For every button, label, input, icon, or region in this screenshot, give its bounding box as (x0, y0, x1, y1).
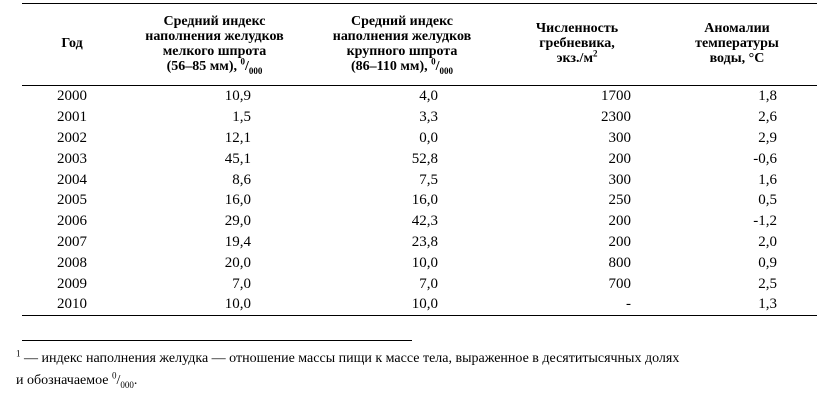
cell-small-index: 16,0 (224, 192, 251, 209)
footnote-marker: 1 (16, 348, 21, 359)
cell-small-index: 10,0 (122, 294, 307, 315)
cell-small-index: 45,1 (224, 150, 251, 167)
cell-large-index: 7,0 (419, 275, 438, 292)
cell-comb-count: 1700 (601, 88, 631, 105)
table-body (22, 86, 817, 316)
cell-comb-count: 200 (608, 213, 631, 230)
cell-year: 2008 (57, 254, 87, 271)
cell-small-index: 1,5 (232, 109, 251, 126)
cell-large-index: 16,0 (411, 192, 438, 209)
cell-temp-anomaly: 2,9 (758, 129, 777, 146)
header-small-sprat-index: Средний индекс наполнения желудков мелкого шпрота (56–85 мм), $^0/_{000}$ (122, 4, 307, 86)
cell-small-index: 12,1 (224, 129, 251, 146)
cell-comb-count: 700 (608, 275, 631, 292)
cell-comb-count: 300 (608, 171, 631, 188)
cell-large-index: 3,3 (419, 109, 438, 126)
cell-temp-anomaly: 1,8 (758, 88, 777, 105)
cell-temp-anomaly: 0,5 (758, 192, 777, 209)
header-year: Год (22, 4, 122, 86)
cell-comb-count: 800 (608, 254, 631, 271)
table-row (22, 252, 817, 273)
header-large-sprat-index: Средний индекс наполнения желудков крупного шпрота (86–110 мм), $^0/_{000}$ (307, 4, 497, 86)
cell-comb-count: 2300 (601, 109, 631, 126)
footnote: $^1$ — индекс наполнения желудка — отношение массы пищи к массе тела, выраженное в десятитысячных долях и обозначаемое $^0/_{000}$. (16, 348, 680, 390)
table-row (22, 294, 817, 315)
cell-small-index: 29,0 (224, 213, 251, 230)
cell-comb-count: 200 (608, 150, 631, 167)
cell-temp-anomaly: -1,2 (753, 213, 777, 230)
cell-comb-count: 250 (608, 192, 631, 209)
table-row (22, 232, 817, 253)
cell-large-index: 10,0 (411, 254, 438, 271)
cell-small-index: 20,0 (224, 254, 251, 271)
cell-temp-anomaly: 0,9 (758, 254, 777, 271)
table-row (22, 169, 817, 190)
table-row (22, 107, 817, 128)
cell-large-index: 10,0 (307, 294, 497, 315)
cell-year: 2001 (57, 109, 87, 126)
cell-temp-anomaly: 2,6 (758, 109, 777, 126)
cell-comb-count: - (497, 294, 657, 315)
table-row (22, 211, 817, 232)
cell-temp-anomaly: 2,0 (758, 233, 777, 250)
cell-comb-count: 300 (608, 129, 631, 146)
cell-year: 2002 (57, 129, 87, 146)
table-header (22, 4, 817, 86)
cell-year: 2007 (57, 233, 87, 250)
cell-year: 2000 (57, 88, 87, 105)
cell-large-index: 23,8 (411, 233, 438, 250)
cell-large-index: 7,5 (419, 171, 438, 188)
header-comb-jelly-count: Численность гребневика, $экз./м^2$ (497, 4, 657, 86)
footnote-text-continued: и обозначаемое (16, 373, 113, 388)
table-row (22, 273, 817, 294)
cell-small-index: 7,0 (232, 275, 251, 292)
cell-small-index: 10,9 (224, 88, 251, 105)
header-water-temp-anomaly: Аномалии температуры воды, °С (657, 4, 817, 86)
table-row (22, 128, 817, 149)
table-row (22, 148, 817, 169)
cell-large-index: 4,0 (419, 88, 438, 105)
cell-small-index: 8,6 (232, 171, 251, 188)
cell-year: 2004 (57, 171, 87, 188)
cell-small-index: 19,4 (224, 233, 251, 250)
cell-year: 2009 (57, 275, 87, 292)
cell-large-index: 52,8 (411, 150, 438, 167)
cell-year: 2006 (57, 213, 87, 230)
data-table (22, 3, 817, 316)
cell-temp-anomaly: 1,3 (657, 294, 817, 315)
cell-temp-anomaly: 2,5 (758, 275, 777, 292)
cell-year: 2003 (57, 150, 87, 167)
cell-temp-anomaly: -0,6 (753, 150, 777, 167)
cell-comb-count: 200 (608, 233, 631, 250)
cell-large-index: 42,3 (411, 213, 438, 230)
table-row (22, 190, 817, 211)
footnote-text: — индекс наполнения желудка — отношение массы пищи к массе тела, выраженное в десятитысячных долях (20, 351, 680, 366)
table-row (22, 86, 817, 107)
footnote-divider (22, 340, 412, 341)
cell-large-index: 0,0 (419, 129, 438, 146)
cell-year: 2005 (57, 192, 87, 209)
cell-temp-anomaly: 1,6 (758, 171, 777, 188)
cell-year: 2010 (22, 294, 122, 315)
